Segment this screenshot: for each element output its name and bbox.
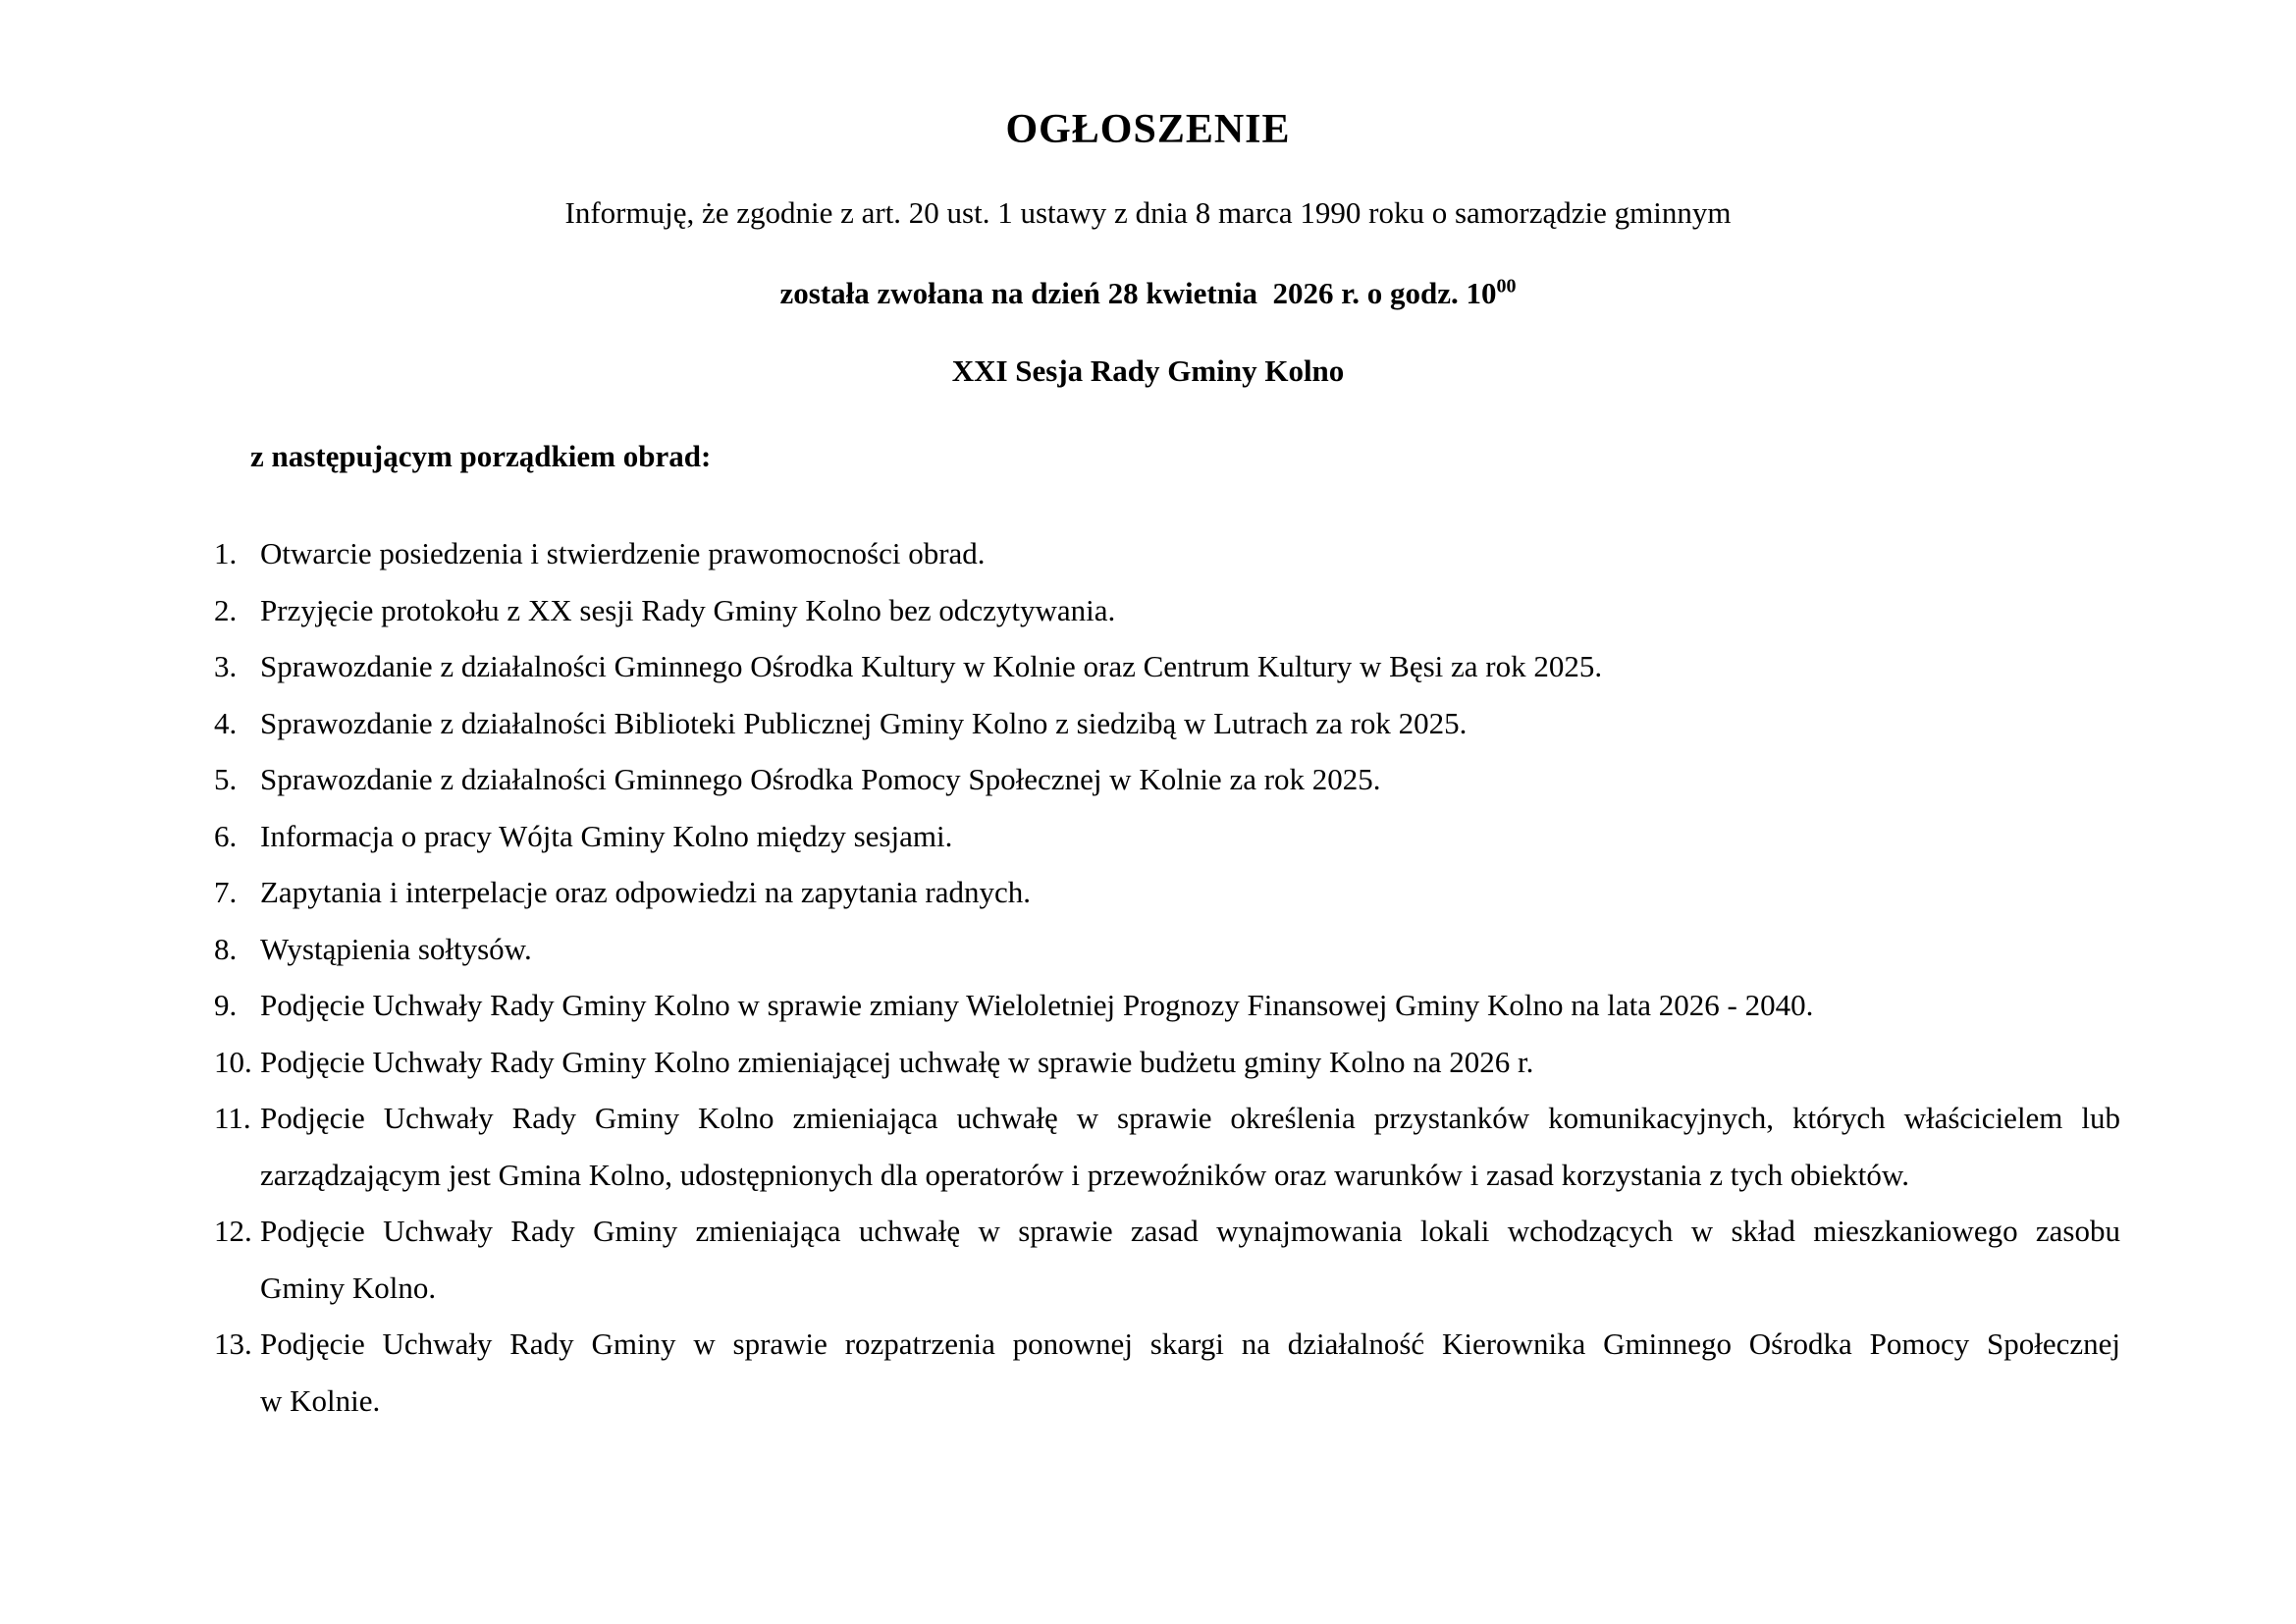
item-line: Podjęcie Uchwały Rady Gminy Kolno zmieniającej uchwałę w sprawie budżetu gminy Kolno na 2026 r. (260, 1044, 1534, 1079)
item-line: Podjęcie Uchwały Rady Gminy zmieniająca uchwałę w sprawie zasad wynajmowania lokali wchodzących w skład mieszkaniowego zasobu (260, 1214, 2120, 1248)
agenda-item (214, 1203, 2120, 1316)
document-title: OGŁOSZENIE (1005, 107, 1291, 152)
item-line: Podjęcie Uchwały Rady Gminy Kolno w sprawie zmiany Wieloletniej Prognozy Finansowej Gminy Kolno na lata 2026 - 2040. (260, 988, 1814, 1022)
item-line: Wystąpienia sołtysów. (260, 931, 532, 966)
agenda-item (214, 808, 2120, 865)
item-line: Sprawozdanie z działalności Gminnego Ośrodka Kultury w Kolnie oraz Centrum Kultury w Bęsi za rok 2025. (260, 649, 1603, 683)
agenda-item (214, 582, 2120, 639)
agenda-item (214, 1090, 2120, 1203)
agenda-item (214, 977, 2120, 1034)
item-number: 13. (214, 1326, 252, 1361)
item-number: 12. (214, 1214, 252, 1248)
item-line: Sprawozdanie z działalności Biblioteki Publicznej Gminy Kolno z siedzibą w Lutrach za rok 2025. (260, 705, 1468, 740)
agenda-item (214, 1034, 2120, 1091)
item-line: zarządzającym jest Gmina Kolno, udostępnionych dla operatorów i przewoźników oraz warunków i zasad korzystania z tych obiektów. (260, 1157, 1910, 1192)
item-line: Przyjęcie protokołu z XX sesji Rady Gminy Kolno bez odczytywania. (260, 592, 1116, 627)
item-number: 5. (214, 762, 238, 796)
convened-time-superscript: 00 (1496, 275, 1517, 298)
item-number: 8. (214, 931, 238, 966)
item-line: Zapytania i interpelacje oraz odpowiedzi na zapytania radnych. (260, 875, 1031, 909)
item-number: 9. (214, 988, 238, 1022)
agenda-item (214, 638, 2120, 695)
item-number: 2. (214, 592, 238, 627)
agenda-heading: z następującym porządkiem obrad: (250, 439, 712, 473)
intro-line: Informuję, że zgodnie z art. 20 ust. 1 ustawy z dnia 8 marca 1990 roku o samorządzie gminnym (564, 195, 1732, 230)
item-number: 10. (214, 1044, 252, 1079)
agenda-item (214, 695, 2120, 752)
item-line: Podjęcie Uchwały Rady Gminy w sprawie rozpatrzenia ponownej skargi na działalność Kierownika Gminnego Ośrodka Pomocy Społecznej (260, 1326, 2120, 1361)
agenda-item (214, 921, 2120, 978)
agenda-item (214, 751, 2120, 808)
item-line: Gminy Kolno. (260, 1270, 437, 1305)
convened-text: została zwołana na dzień 28 kwietnia 2026 r. o godz. 10 (779, 276, 1497, 310)
agenda-item (214, 525, 2120, 582)
session-title: XXI Sesja Rady Gminy Kolno (951, 353, 1345, 388)
item-line: w Kolnie. (260, 1382, 381, 1418)
item-line: Sprawozdanie z działalności Gminnego Ośrodka Pomocy Społecznej w Kolnie za rok 2025. (260, 762, 1381, 796)
item-line: Informacja o pracy Wójta Gminy Kolno między sesjami. (260, 818, 953, 853)
item-number: 3. (214, 649, 238, 683)
item-number: 11. (214, 1101, 251, 1135)
agenda-item (214, 1316, 2120, 1429)
item-number: 6. (214, 818, 238, 853)
item-line: Otwarcie posiedzenia i stwierdzenie prawomocności obrad. (260, 536, 986, 570)
item-number: 7. (214, 875, 238, 909)
agenda-item (214, 864, 2120, 921)
item-line: Podjęcie Uchwały Rady Gminy Kolno zmieniająca uchwałę w sprawie określenia przystanków komunikacyjnych, których właścicielem lub (260, 1101, 2120, 1135)
item-number: 1. (214, 536, 238, 570)
agenda-list (214, 525, 2120, 1429)
convened-line (0, 275, 2296, 312)
item-number: 4. (214, 705, 238, 740)
